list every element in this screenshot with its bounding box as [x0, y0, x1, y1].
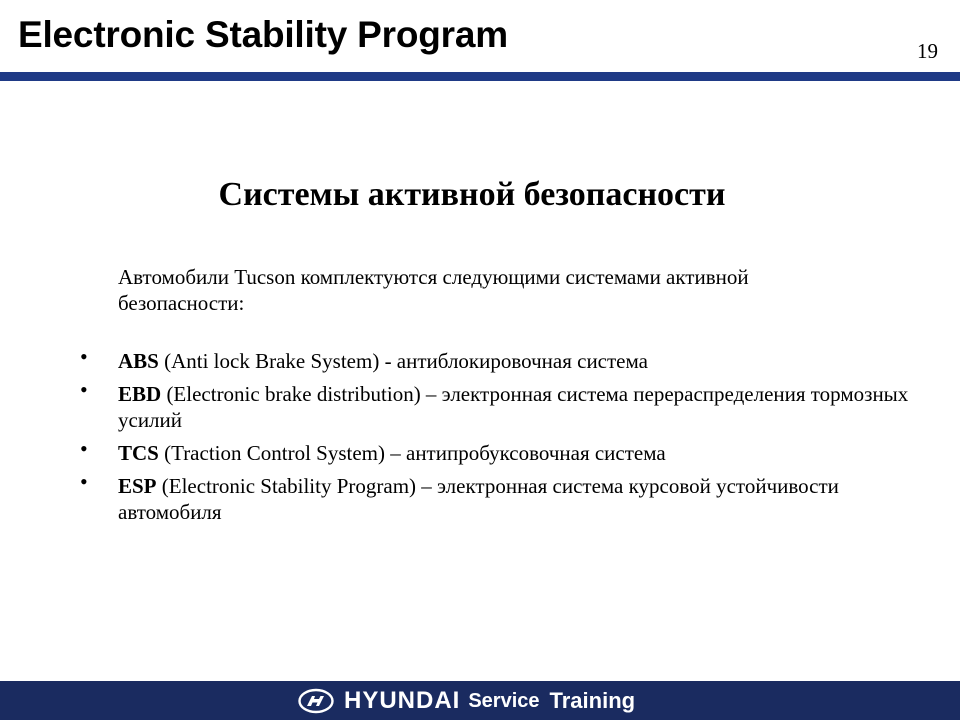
- bullet-list: [78, 344, 918, 532]
- slide-title: Electronic Stability Program: [18, 14, 508, 55]
- bullet-abbreviation: ABS: [118, 349, 159, 373]
- bullet-icon: •: [80, 469, 88, 494]
- footer-bar: [0, 681, 960, 720]
- bullet-abbreviation: TCS: [118, 441, 159, 465]
- bullet-text: (Electronic Stability Program) – электронная система курсовой устойчивости автомобиля: [118, 474, 839, 524]
- bullet-icon: •: [80, 377, 88, 402]
- brand-training-label: Training: [549, 688, 636, 713]
- brand-service-label: Service: [468, 689, 540, 712]
- bullet-abbreviation: EBD: [118, 382, 162, 406]
- section-heading: Системы активной безопасности: [218, 176, 726, 213]
- bullet-text: (Electronic brake distribution) – электронная система перераспределения тормозных усилий: [118, 382, 909, 432]
- bullet-item-tcs: [78, 436, 918, 466]
- bullet-item-abs: [78, 344, 918, 374]
- hyundai-logo-icon: [298, 688, 334, 714]
- bullet-item-esp: [78, 469, 918, 525]
- bullet-icon: •: [80, 344, 88, 369]
- footer-brand: [298, 687, 635, 715]
- header-divider: [0, 72, 960, 81]
- bullet-icon: •: [80, 436, 88, 461]
- page-number: 19: [917, 39, 938, 63]
- intro-paragraph: Автомобили Tucson комплектуются следующими системами активной безопасности:: [118, 265, 749, 315]
- bullet-text: (Traction Control System) – антипробуксовочная система: [158, 441, 666, 465]
- bullet-item-ebd: [78, 377, 918, 433]
- brand-name: HYUNDAI: [344, 687, 461, 714]
- bullet-text: (Anti lock Brake System) - антиблокировочная система: [158, 349, 648, 373]
- bullet-abbreviation: ESP: [118, 474, 157, 498]
